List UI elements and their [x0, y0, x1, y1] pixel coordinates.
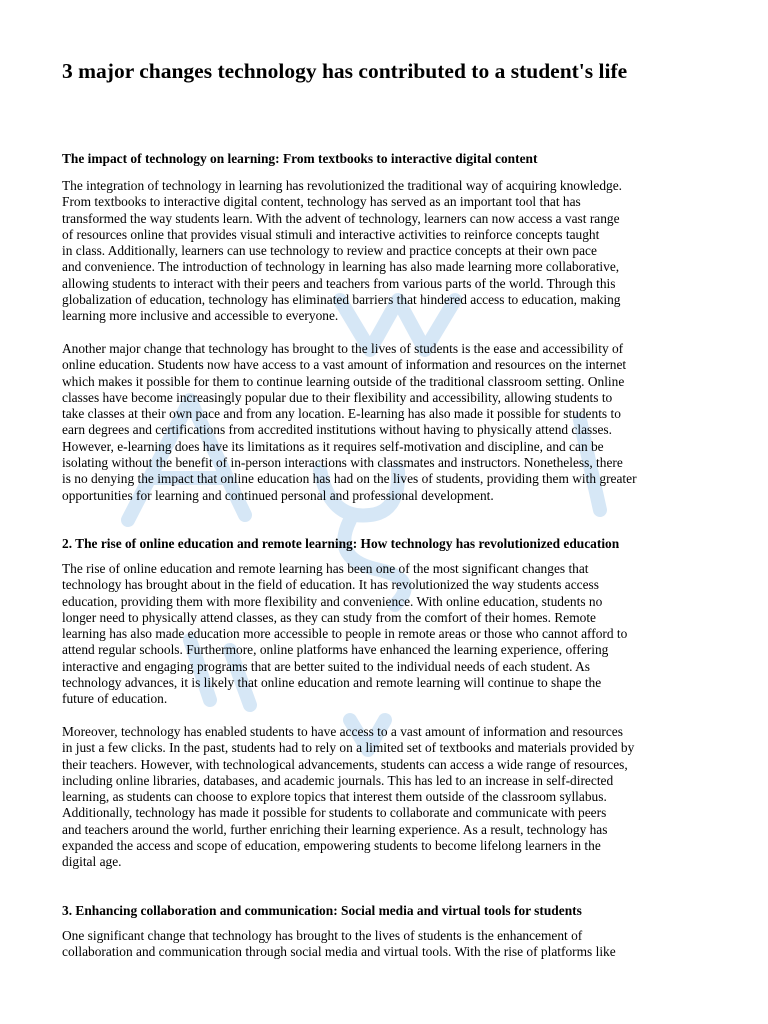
- paragraph-line: Additionally, technology has made it possible for students to collaborate and communicate with peers: [62, 805, 607, 821]
- paragraph-line: The rise of online education and remote learning has been one of the most significant changes that: [62, 561, 589, 576]
- paragraph-line: technology has brought about in the field of education. It has revolutionized the way students access: [62, 577, 599, 593]
- paragraph: [62, 178, 722, 325]
- paragraph-line: is no denying the impact that online education has had on the lives of students, providing them with greater: [62, 471, 637, 487]
- paragraph: [62, 341, 722, 504]
- paragraph-line: attend regular schools. Furthermore, online platforms have enhanced the learning experience, offering: [62, 642, 609, 658]
- paragraph-line: take classes at their own pace and from any location. E-learning has also made it possible for students to: [62, 406, 621, 422]
- paragraph-line: future of education.: [62, 691, 168, 707]
- paragraph-line: learning, as students can choose to explore topics that interest them outside of the classroom syllabus.: [62, 789, 607, 805]
- paragraph-line: and convenience. The introduction of technology in learning has also made learning more collaborative,: [62, 259, 620, 275]
- paragraph-line: Moreover, technology has enabled students to have access to a vast amount of information and resources: [62, 724, 623, 739]
- paragraph-line: transformed the way students learn. With the advent of technology, learners can now access a vast range: [62, 210, 620, 226]
- section-2-paragraph-1: [62, 561, 722, 708]
- section-1-paragraph-2: [62, 341, 722, 504]
- paragraph-line: learning more inclusive and accessible to everyone.: [62, 308, 339, 324]
- paragraph-line: their teachers. However, with technological advancements, students can access a wide range of resources,: [62, 756, 628, 772]
- paragraph-line: longer need to physically attend classes, as they can study from the comfort of their homes. Remote: [62, 609, 596, 625]
- paragraph-line: However, e-learning does have its limitations as it requires self-motivation and discipline, and can be: [62, 438, 604, 454]
- section-3-paragraph-1: [62, 928, 722, 961]
- paragraph: [62, 561, 722, 708]
- paragraph-line: and teachers around the world, further enriching their learning experience. As a result, technology has: [62, 821, 608, 837]
- paragraph-line: online education. Students now have access to a vast amount of information and resources on the internet: [62, 357, 627, 373]
- paragraph-line: collaboration and communication through social media and virtual tools. With the rise of platforms like: [62, 944, 616, 960]
- paragraph: [62, 928, 722, 961]
- paragraph-line: including online libraries, databases, and academic journals. This has led to an increase in self-directed: [62, 772, 614, 788]
- paragraph-line: The integration of technology in learning has revolutionized the traditional way of acquiring knowledge.: [62, 178, 623, 193]
- section-heading: 3. Enhancing collaboration and communication: Social media and virtual tools for students: [62, 903, 582, 918]
- section-3: [62, 902, 722, 919]
- section-heading: The impact of technology on learning: From textbooks to interactive digital content: [62, 151, 538, 166]
- paragraph-line: technology advances, it is likely that online education and remote learning will continue to shape the: [62, 675, 602, 691]
- section-1-paragraph-1: [62, 178, 722, 325]
- paragraph-line: One significant change that technology has brought to the lives of students is the enhancement of: [62, 928, 583, 943]
- section-heading: 2. The rise of online education and remote learning: How technology has revolutionized education: [62, 536, 620, 551]
- paragraph-line: expanded the access and scope of education, empowering students to become lifelong learners in the: [62, 838, 601, 854]
- paragraph-line: classes have become increasingly popular due to their flexibility and accessibility, allowing students to: [62, 389, 613, 405]
- paragraph: [62, 724, 722, 871]
- paragraph-line: earn degrees and certifications from accredited institutions without having to physically attend classes.: [62, 422, 612, 438]
- paragraph-line: in class. Additionally, learners can use technology to review and practice concepts at their own pace: [62, 243, 597, 259]
- section-1: [62, 150, 722, 167]
- paragraph-line: learning has also made education more accessible to people in remote areas or those who cannot afford to: [62, 626, 628, 642]
- paragraph-line: which makes it possible for them to continue learning outside of the traditional classroom setting. Online: [62, 373, 625, 389]
- section-2: [62, 535, 722, 552]
- section-2-paragraph-2: [62, 724, 722, 871]
- paragraph-line: digital age.: [62, 854, 122, 870]
- page-title: 3 major changes technology has contributed to a student's life: [62, 59, 628, 83]
- paragraph-line: Another major change that technology has brought to the lives of students is the ease and accessibility of: [62, 341, 624, 356]
- paragraph-line: education, providing them with more flexibility and convenience. With online education, students no: [62, 593, 603, 609]
- paragraph-line: allowing students to interact with their peers and teachers from various parts of the world. Through this: [62, 275, 616, 291]
- paragraph-line: interactive and engaging programs that are better suited to the individual needs of each student. As: [62, 658, 591, 674]
- paragraph-line: opportunities for learning and continued personal and professional development.: [62, 487, 494, 503]
- paragraph-line: in just a few clicks. In the past, students had to rely on a limited set of textbooks and materials provided by: [62, 740, 635, 756]
- paragraph-line: From textbooks to interactive digital content, technology has served as an important tool that has: [62, 194, 581, 210]
- paragraph-line: of resources online that provides visual stimuli and interactive activities to reinforce concepts taught: [62, 226, 600, 242]
- paragraph-line: isolating without the benefit of in-person interactions with classmates and instructors. Nonetheless, there: [62, 455, 623, 471]
- paragraph-line: globalization of education, technology has eliminated barriers that hindered access to education, making: [62, 292, 621, 308]
